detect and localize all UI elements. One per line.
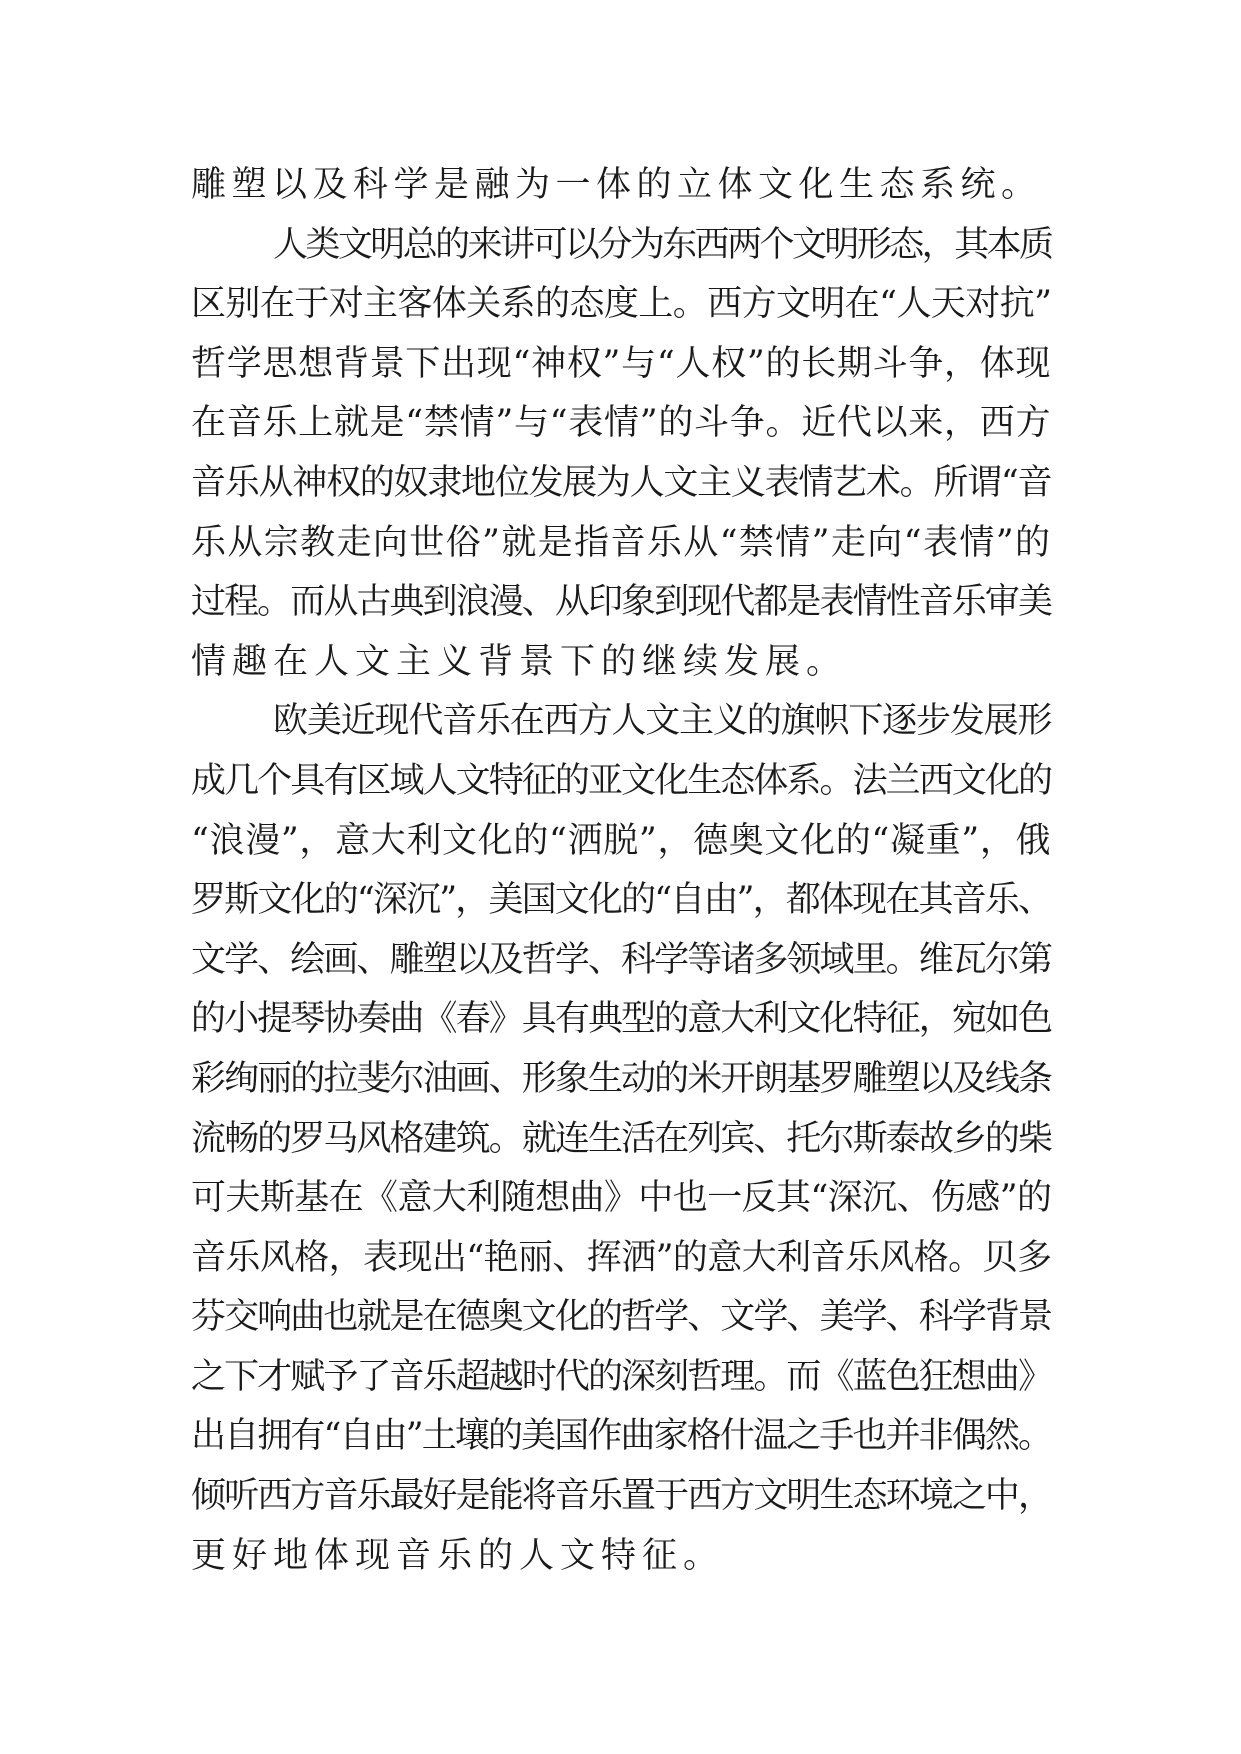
paragraph-last-line: 情趣在人文主义背景下的继续发展。 [191,641,848,682]
text-line: 在音乐上就是“禁情”与“表情”的斗争。近代以来，西方 [191,403,1051,444]
text-line: 可夫斯基在《意大利随想曲》中也一反其“深沉、伤感”的 [191,1178,1051,1219]
text-line: 过程。而从古典到浪漫、从印象到现代都是表情性音乐审美 [191,582,1051,623]
paragraph-first-line: 欧美近现代音乐在西方人文主义的旗帜下逐步发展形 [273,701,1051,742]
text-line: 哲学思想背景下出现“神权”与“人权”的长期斗争，体现 [191,343,1051,384]
text-line: “浪漫”，意大利文化的“洒脱”，德奥文化的“凝重”，俄 [191,820,1051,861]
text-line: 之下才赋予了音乐超越时代的深刻哲理。而《蓝色狂想曲》 [191,1356,1051,1397]
text-line: 出自拥有“自由”土壤的美国作曲家格什温之手也并非偶然。 [191,1416,1051,1457]
text-line: 雕塑以及科学是融为一体的立体文化生态系统。 [191,165,1042,205]
paragraph-last-line: 更好地体现音乐的人文特征。 [191,1535,725,1576]
text-line: 罗斯文化的“深沉”，美国文化的“自由”，都体现在其音乐、 [191,880,1051,921]
text-line: 区别在于对主客体关系的态度上。西方文明在“人天对抗” [191,284,1051,325]
text-line: 的小提琴协奏曲《春》具有典型的意大利文化特征，宛如色 [191,999,1051,1040]
text-line: 彩绚丽的拉斐尔油画、形象生动的米开朗基罗雕塑以及线条 [191,1058,1051,1099]
text-line: 音乐从神权的奴隶地位发展为人文主义表情艺术。所谓“音 [191,462,1051,503]
text-line: 乐从宗教走向世俗”就是指音乐从“禁情”走向“表情”的 [191,522,1051,563]
text-line: 成几个具有区域人文特征的亚文化生态体系。法兰西文化的 [191,760,1051,801]
body-text [191,156,1051,1586]
paragraph-first-line: 人类文明总的来讲可以分为东西两个文明形态，其本质 [273,224,1051,265]
text-line: 文学、绘画、雕塑以及哲学、科学等诸多领域里。维瓦尔第 [191,939,1051,980]
text-line: 流畅的罗马风格建筑。就连生活在列宾、托尔斯泰故乡的柴 [191,1118,1051,1159]
text-line: 倾听西方音乐最好是能将音乐置于西方文明生态环境之中， [191,1476,1051,1517]
text-line: 音乐风格，表现出“艳丽、挥洒”的意大利音乐风格。贝多 [191,1237,1051,1278]
text-line: 芬交响曲也就是在德奥文化的哲学、文学、美学、科学背景 [191,1297,1051,1338]
